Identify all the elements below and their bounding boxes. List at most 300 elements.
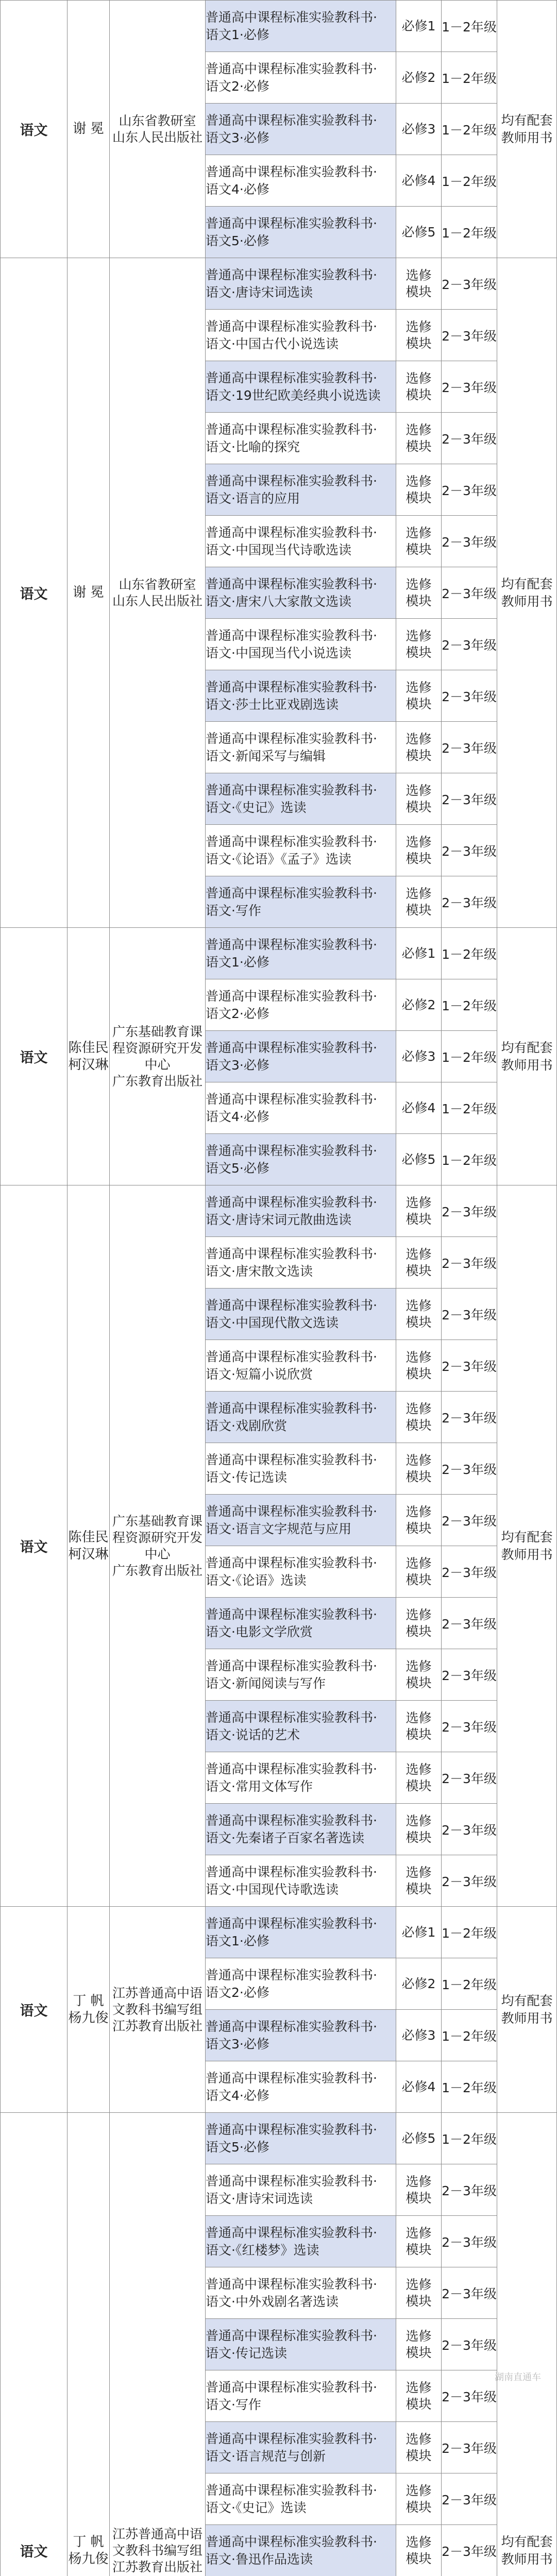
module-type-cell xyxy=(396,567,442,619)
book-title-cell xyxy=(206,1031,396,1082)
book-title-cell xyxy=(206,1855,396,1907)
publisher-line: 中心 xyxy=(144,1547,170,1562)
grade-cell: 2－3年级 xyxy=(442,1752,497,1804)
grade-cell: 1－2年级 xyxy=(442,1,497,52)
book-volume-line: 语文·唐诗宋词选读 xyxy=(206,2191,313,2206)
module-type-text: 选修 xyxy=(406,2329,431,2344)
module-type-text: 模块 xyxy=(406,1675,431,1690)
book-series-line: 普通高中课程标准实验教科书· xyxy=(206,473,377,488)
book-title-cell xyxy=(206,52,396,104)
module-type-text: 必修1 xyxy=(402,946,436,961)
book-series-line: 普通高中课程标准实验教科书· xyxy=(206,834,377,849)
table-row xyxy=(1,1,557,52)
note-line: 均有配套 xyxy=(501,113,552,128)
book-series-line: 普通高中课程标准实验教科书· xyxy=(206,2174,377,2189)
grade-cell: 2－3年级 xyxy=(442,361,497,413)
publisher-line: 广东教育出版社 xyxy=(112,1563,202,1578)
book-volume-line: 语文·语言文字规范与应用 xyxy=(206,1521,351,1536)
module-type-text: 模块 xyxy=(406,1727,431,1742)
module-type-text: 必修1 xyxy=(402,19,436,33)
book-volume-line: 语文·新闻采写与编辑 xyxy=(206,749,326,764)
module-type-text: 模块 xyxy=(406,1366,431,1381)
note-line: 教师用书 xyxy=(501,1058,552,1073)
grade-cell: 2－3年级 xyxy=(442,1855,497,1907)
publisher-line: 江苏普通高中语 xyxy=(112,2527,202,2541)
book-series-line: 普通高中课程标准实验教科书· xyxy=(206,10,377,25)
book-series-line: 普通高中课程标准实验教科书· xyxy=(206,1555,377,1570)
book-series-line: 普通高中课程标准实验教科书· xyxy=(206,1040,377,1055)
module-type-text: 选修 xyxy=(406,2432,431,2447)
module-type-cell xyxy=(396,979,442,1031)
book-title-cell xyxy=(206,979,396,1031)
module-type-cell xyxy=(396,2164,442,2216)
book-series-line: 普通高中课程标准实验教科书· xyxy=(206,1968,377,1982)
module-type-cell xyxy=(396,2113,442,2164)
publisher-line: 山东省教研室 xyxy=(119,113,196,128)
book-title-cell xyxy=(206,2267,396,2319)
module-type-cell xyxy=(396,1598,442,1649)
book-series-line: 普通高中课程标准实验教科书· xyxy=(206,2534,377,2549)
book-volume-line: 语文·《论语》《孟子》选读 xyxy=(206,852,351,867)
subject-cell: 语文 xyxy=(1,1907,67,2113)
module-type-text: 必修4 xyxy=(402,2079,436,2094)
book-title-cell xyxy=(206,1134,396,1185)
publisher-line: 山东省教研室 xyxy=(119,577,196,592)
book-title-cell xyxy=(206,2370,396,2422)
module-type-cell xyxy=(396,464,442,516)
book-volume-line: 语文·唐宋散文选读 xyxy=(206,1264,313,1279)
book-title-cell xyxy=(206,464,396,516)
module-type-text: 选修 xyxy=(406,2483,431,2498)
publisher-cell xyxy=(110,2113,206,2576)
module-type-text: 模块 xyxy=(406,697,431,711)
publisher-line: 山东人民出版社 xyxy=(112,594,202,608)
book-title-cell xyxy=(206,1289,396,1340)
book-series-line: 普通高中课程标准实验教科书· xyxy=(206,319,377,334)
publisher-line: 广东基础教育课 xyxy=(112,1024,202,1039)
grade-cell: 2－3年级 xyxy=(442,670,497,722)
grade-cell: 2－3年级 xyxy=(442,310,497,361)
book-title-cell xyxy=(206,104,396,155)
book-series-line: 普通高中课程标准实验教科书· xyxy=(206,1349,377,1364)
author-cell xyxy=(67,2113,110,2576)
book-volume-line: 语文·电影文学欣赏 xyxy=(206,1624,313,1639)
book-volume-line: 语文·说话的艺术 xyxy=(206,1727,300,1742)
module-type-text: 模块 xyxy=(406,851,431,866)
module-type-text: 模块 xyxy=(406,1572,431,1587)
grade-cell: 1－2年级 xyxy=(442,1907,497,1958)
author-name: 杨九俊 xyxy=(68,2551,108,2567)
book-volume-line: 语文·写作 xyxy=(206,903,261,918)
publisher-line: 广东基础教育课 xyxy=(112,1514,202,1529)
grade-cell: 2－3年级 xyxy=(442,1443,497,1495)
book-volume-line: 语文·写作 xyxy=(206,2397,261,2412)
book-series-line: 普通高中课程标准实验教科书· xyxy=(206,1092,377,1107)
module-type-text: 选修 xyxy=(406,2277,431,2292)
module-type-text: 必修2 xyxy=(402,997,436,1012)
module-type-cell xyxy=(396,1701,442,1752)
module-type-cell xyxy=(396,207,442,258)
book-title-cell xyxy=(206,1958,396,2010)
note-line: 均有配套 xyxy=(501,2534,552,2549)
module-type-text: 选修 xyxy=(406,1710,431,1725)
module-type-cell xyxy=(396,773,442,825)
module-type-text: 必修2 xyxy=(402,1976,436,1991)
book-volume-line: 语文·戏剧欣赏 xyxy=(206,1418,287,1433)
book-title-cell xyxy=(206,1804,396,1855)
book-title-cell xyxy=(206,258,396,310)
book-volume-line: 语文·传记选读 xyxy=(206,2346,287,2361)
book-series-line: 普通高中课程标准实验教科书· xyxy=(206,2019,377,2034)
subject-cell: 语文 xyxy=(1,1,67,258)
book-series-line: 普通高中课程标准实验教科书· xyxy=(206,1761,377,1776)
module-type-cell xyxy=(396,1134,442,1185)
book-title-cell xyxy=(206,722,396,773)
subject-cell: 语文 xyxy=(1,2113,67,2576)
module-type-text: 模块 xyxy=(406,800,431,815)
note-line: 均有配套 xyxy=(501,577,552,591)
book-title-cell xyxy=(206,619,396,670)
book-volume-line: 语文1·必修 xyxy=(206,1934,269,1948)
author-cell xyxy=(67,258,110,928)
book-volume-line: 语文·中外戏剧名著选读 xyxy=(206,2294,339,2309)
book-title-cell xyxy=(206,1649,396,1701)
book-volume-line: 语文·莎士比亚戏剧选读 xyxy=(206,697,339,712)
book-title-cell xyxy=(206,773,396,825)
author-name: 杨九俊 xyxy=(68,2010,108,2026)
module-type-text: 选修 xyxy=(406,422,431,437)
module-type-cell xyxy=(396,2216,442,2267)
module-type-cell xyxy=(396,2319,442,2370)
book-series-line: 普通高中课程标准实验教科书· xyxy=(206,1143,377,1158)
note-cell xyxy=(497,1907,557,2113)
grade-cell: 1－2年级 xyxy=(442,928,497,979)
module-type-text: 必修5 xyxy=(402,225,436,240)
module-type-text: 模块 xyxy=(406,2551,431,2566)
module-type-cell xyxy=(396,516,442,567)
book-series-line: 普通高中课程标准实验教科书· xyxy=(206,2328,377,2343)
module-type-text: 必修3 xyxy=(402,122,436,137)
module-type-text: 选修 xyxy=(406,268,431,283)
grade-cell: 1－2年级 xyxy=(442,1958,497,2010)
grade-cell: 1－2年级 xyxy=(442,979,497,1031)
module-type-text: 选修 xyxy=(406,2380,431,2395)
note-cell xyxy=(497,2113,557,2576)
grade-cell: 2－3年级 xyxy=(442,464,497,516)
book-volume-line: 语文5·必修 xyxy=(206,233,269,248)
publisher-line: 江苏普通高中语 xyxy=(112,1986,202,2001)
module-type-text: 模块 xyxy=(406,387,431,402)
book-title-cell xyxy=(206,2319,396,2370)
grade-cell: 2－3年级 xyxy=(442,1546,497,1598)
publisher-line: 江苏教育出版社 xyxy=(112,2019,202,2033)
subject-cell: 语文 xyxy=(1,928,67,1185)
publisher-line: 文教科书编写组 xyxy=(112,2002,202,2017)
book-series-line: 普通高中课程标准实验教科书· xyxy=(206,113,377,128)
book-volume-line: 语文·传记选读 xyxy=(206,1470,287,1485)
module-type-text: 选修 xyxy=(406,1401,431,1416)
book-volume-line: 语文·语言的应用 xyxy=(206,491,300,506)
module-type-text: 选修 xyxy=(406,629,431,643)
book-title-cell xyxy=(206,567,396,619)
book-series-line: 普通高中课程标准实验教科书· xyxy=(206,1916,377,1931)
book-series-line: 普通高中课程标准实验教科书· xyxy=(206,628,377,643)
grade-cell: 1－2年级 xyxy=(442,2010,497,2061)
module-type-text: 模块 xyxy=(406,645,431,660)
module-type-text: 模块 xyxy=(406,2294,431,2309)
grade-cell: 2－3年级 xyxy=(442,722,497,773)
watermark: 湖南直通车 xyxy=(495,2370,541,2383)
book-volume-line: 语文·唐诗宋词选读 xyxy=(206,285,313,300)
publisher-cell xyxy=(110,258,206,928)
module-type-text: 模块 xyxy=(406,1469,431,1484)
book-series-line: 普通高中课程标准实验教科书· xyxy=(206,525,377,540)
module-type-text: 选修 xyxy=(406,1195,431,1210)
book-title-cell xyxy=(206,207,396,258)
module-type-text: 模块 xyxy=(406,1315,431,1330)
module-type-text: 选修 xyxy=(406,1814,431,1828)
module-type-text: 必修3 xyxy=(402,2028,436,2043)
module-type-cell xyxy=(396,1443,442,1495)
module-type-text: 模块 xyxy=(406,439,431,454)
note-line: 均有配套 xyxy=(501,1040,552,1055)
book-title-cell xyxy=(206,670,396,722)
book-series-line: 普通高中课程标准实验教科书· xyxy=(206,1401,377,1416)
publisher-line: 江苏教育出版社 xyxy=(112,2560,202,2574)
author-name: 丁 帆 xyxy=(73,1993,104,2009)
module-type-cell xyxy=(396,1237,442,1289)
book-title-cell xyxy=(206,413,396,464)
author-cell xyxy=(67,1,110,258)
book-title-cell xyxy=(206,1,396,52)
grade-cell: 2－3年级 xyxy=(442,567,497,619)
note-line: 教师用书 xyxy=(501,594,552,609)
book-series-line: 普通高中课程标准实验教科书· xyxy=(206,1452,377,1467)
book-title-cell xyxy=(206,2061,396,2113)
module-type-text: 选修 xyxy=(406,2226,431,2241)
module-type-cell xyxy=(396,928,442,979)
book-volume-line: 语文2·必修 xyxy=(206,79,269,94)
table-row xyxy=(1,1185,557,1237)
book-title-cell xyxy=(206,1392,396,1443)
book-series-line: 普通高中课程标准实验教科书· xyxy=(206,267,377,282)
book-series-line: 普通高中课程标准实验教科书· xyxy=(206,783,377,798)
note-cell xyxy=(497,928,557,1185)
book-volume-line: 语文·《论语》选读 xyxy=(206,1573,306,1588)
book-title-cell xyxy=(206,1185,396,1237)
author-name: 谢 冕 xyxy=(73,585,104,600)
book-volume-line: 语文2·必修 xyxy=(206,1985,269,2000)
grade-cell: 2－3年级 xyxy=(442,2319,497,2370)
table-row xyxy=(1,928,557,979)
book-title-cell xyxy=(206,1495,396,1546)
module-type-text: 选修 xyxy=(406,1247,431,1262)
book-series-line: 普通高中课程标准实验教科书· xyxy=(206,216,377,231)
module-type-text: 选修 xyxy=(406,1865,431,1880)
module-type-cell xyxy=(396,1855,442,1907)
module-type-cell xyxy=(396,2061,442,2113)
subject-cell: 语文 xyxy=(1,1185,67,1907)
book-title-cell xyxy=(206,2216,396,2267)
book-title-cell xyxy=(206,928,396,979)
book-volume-line: 语文3·必修 xyxy=(206,2037,269,2052)
publisher-line: 文教科书编写组 xyxy=(112,2543,202,2558)
module-type-text: 模块 xyxy=(406,2500,431,2515)
author-name: 陈佳民 xyxy=(68,1040,108,1056)
module-type-text: 模块 xyxy=(406,2242,431,2257)
module-type-cell xyxy=(396,1907,442,1958)
module-type-text: 模块 xyxy=(406,284,431,299)
module-type-text: 选修 xyxy=(406,1762,431,1777)
book-volume-line: 语文5·必修 xyxy=(206,2140,269,2155)
book-volume-line: 语文·新闻阅读与写作 xyxy=(206,1676,326,1691)
table-row xyxy=(1,1907,557,1958)
module-type-cell xyxy=(396,1392,442,1443)
module-type-text: 模块 xyxy=(406,1778,431,1793)
book-series-line: 普通高中课程标准实验教科书· xyxy=(206,164,377,179)
note-line: 教师用书 xyxy=(501,2552,552,2567)
module-type-text: 模块 xyxy=(406,1521,431,1536)
module-type-text: 必修4 xyxy=(402,173,436,188)
module-type-text: 必修4 xyxy=(402,1100,436,1115)
module-type-cell xyxy=(396,2422,442,2473)
grade-cell: 2－3年级 xyxy=(442,413,497,464)
publisher-cell xyxy=(110,1907,206,2113)
publisher-line: 程资源研究开发 xyxy=(112,1530,202,1545)
module-type-text: 模块 xyxy=(406,336,431,351)
book-title-cell xyxy=(206,1237,396,1289)
module-type-cell xyxy=(396,52,442,104)
book-series-line: 普通高中课程标准实验教科书· xyxy=(206,1246,377,1261)
publisher-cell xyxy=(110,928,206,1185)
module-type-text: 选修 xyxy=(406,526,431,540)
book-volume-line: 语文1·必修 xyxy=(206,955,269,970)
book-series-line: 普通高中课程标准实验教科书· xyxy=(206,2431,377,2446)
book-series-line: 普通高中课程标准实验教科书· xyxy=(206,2483,377,2498)
book-volume-line: 语文·常用文体写作 xyxy=(206,1779,313,1794)
book-title-cell xyxy=(206,1907,396,1958)
book-title-cell xyxy=(206,361,396,413)
note-cell xyxy=(497,1,557,258)
author-name: 丁 帆 xyxy=(73,2534,104,2550)
book-series-line: 普通高中课程标准实验教科书· xyxy=(206,2277,377,2292)
author-name: 柯汉琳 xyxy=(68,1057,108,1073)
module-type-cell xyxy=(396,1031,442,1082)
module-type-text: 选修 xyxy=(406,319,431,334)
grade-cell: 2－3年级 xyxy=(442,1598,497,1649)
book-volume-line: 语文2·必修 xyxy=(206,1006,269,1021)
book-volume-line: 语文·中国现代散文选读 xyxy=(206,1315,339,1330)
book-series-line: 普通高中课程标准实验教科书· xyxy=(206,1813,377,1828)
book-title-cell xyxy=(206,825,396,876)
grade-cell: 1－2年级 xyxy=(442,1031,497,1082)
module-type-cell xyxy=(396,1340,442,1392)
module-type-text: 模块 xyxy=(406,1418,431,1433)
module-type-cell xyxy=(396,1752,442,1804)
book-series-line: 普通高中课程标准实验教科书· xyxy=(206,680,377,694)
module-type-text: 选修 xyxy=(406,886,431,901)
book-volume-line: 语文·《史记》选读 xyxy=(206,800,306,815)
module-type-cell xyxy=(396,2010,442,2061)
book-volume-line: 语文·《红楼梦》选读 xyxy=(206,2243,319,2258)
module-type-text: 选修 xyxy=(406,1298,431,1313)
book-title-cell xyxy=(206,1546,396,1598)
module-type-cell xyxy=(396,104,442,155)
module-type-text: 模块 xyxy=(406,1882,431,1896)
book-series-line: 普通高中课程标准实验教科书· xyxy=(206,422,377,437)
book-title-cell xyxy=(206,1598,396,1649)
publisher-cell xyxy=(110,1,206,258)
table-row xyxy=(1,258,557,310)
grade-cell: 2－3年级 xyxy=(442,2164,497,2216)
book-volume-line: 语文·先秦诸子百家名著选读 xyxy=(206,1831,364,1845)
textbook-table-body xyxy=(1,1,557,2576)
author-name: 柯汉琳 xyxy=(68,1547,108,1562)
module-type-text: 必修3 xyxy=(402,1049,436,1064)
book-series-line: 普通高中课程标准实验教科书· xyxy=(206,1710,377,1725)
book-title-cell xyxy=(206,2113,396,2164)
book-volume-line: 语文5·必修 xyxy=(206,1161,269,1176)
book-volume-line: 语文·中国现当代小说选读 xyxy=(206,646,351,660)
book-volume-line: 语文·唐诗宋词元散曲选读 xyxy=(206,1212,351,1227)
book-volume-line: 语文4·必修 xyxy=(206,1109,269,1124)
grade-cell: 1－2年级 xyxy=(442,2061,497,2113)
module-type-text: 选修 xyxy=(406,371,431,386)
grade-cell: 2－3年级 xyxy=(442,1804,497,1855)
book-title-cell xyxy=(206,1082,396,1134)
grade-cell: 1－2年级 xyxy=(442,1082,497,1134)
grade-cell: 2－3年级 xyxy=(442,1701,497,1752)
author-name: 陈佳民 xyxy=(68,1530,108,1545)
book-series-line: 普通高中课程标准实验教科书· xyxy=(206,2071,377,2086)
module-type-cell xyxy=(396,413,442,464)
grade-cell: 2－3年级 xyxy=(442,1392,497,1443)
grade-cell: 2－3年级 xyxy=(442,2422,497,2473)
module-type-text: 模块 xyxy=(406,1263,431,1278)
book-volume-line: 语文·鲁迅作品选读 xyxy=(206,2552,313,2567)
module-type-cell xyxy=(396,2267,442,2319)
book-volume-line: 语文1·必修 xyxy=(206,27,269,42)
author-cell xyxy=(67,1907,110,2113)
module-type-text: 选修 xyxy=(406,474,431,489)
book-volume-line: 语文·短篇小说欣赏 xyxy=(206,1367,313,1382)
grade-cell: 2－3年级 xyxy=(442,1289,497,1340)
grade-cell: 2－3年级 xyxy=(442,2370,497,2422)
module-type-text: 选修 xyxy=(406,835,431,850)
book-series-line: 普通高中课程标准实验教科书· xyxy=(206,1298,377,1313)
module-type-text: 选修 xyxy=(406,1659,431,1674)
book-title-cell xyxy=(206,2010,396,2061)
grade-cell: 1－2年级 xyxy=(442,207,497,258)
grade-cell: 2－3年级 xyxy=(442,1340,497,1392)
author-cell xyxy=(67,1185,110,1907)
table-row xyxy=(1,2113,557,2164)
subject-cell: 语文 xyxy=(1,258,67,928)
book-series-line: 普通高中课程标准实验教科书· xyxy=(206,2225,377,2240)
book-series-line: 普通高中课程标准实验教科书· xyxy=(206,2380,377,2395)
book-series-line: 普通高中课程标准实验教科书· xyxy=(206,370,377,385)
grade-cell: 1－2年级 xyxy=(442,52,497,104)
note-line: 均有配套 xyxy=(501,1993,552,2008)
book-volume-line: 语文·中国现当代诗歌选读 xyxy=(206,543,351,557)
book-title-cell xyxy=(206,310,396,361)
grade-cell: 1－2年级 xyxy=(442,104,497,155)
book-title-cell xyxy=(206,2422,396,2473)
book-series-line: 普通高中课程标准实验教科书· xyxy=(206,577,377,591)
publisher-line: 广东教育出版社 xyxy=(112,1074,202,1089)
module-type-text: 选修 xyxy=(406,783,431,798)
module-type-text: 选修 xyxy=(406,1504,431,1519)
